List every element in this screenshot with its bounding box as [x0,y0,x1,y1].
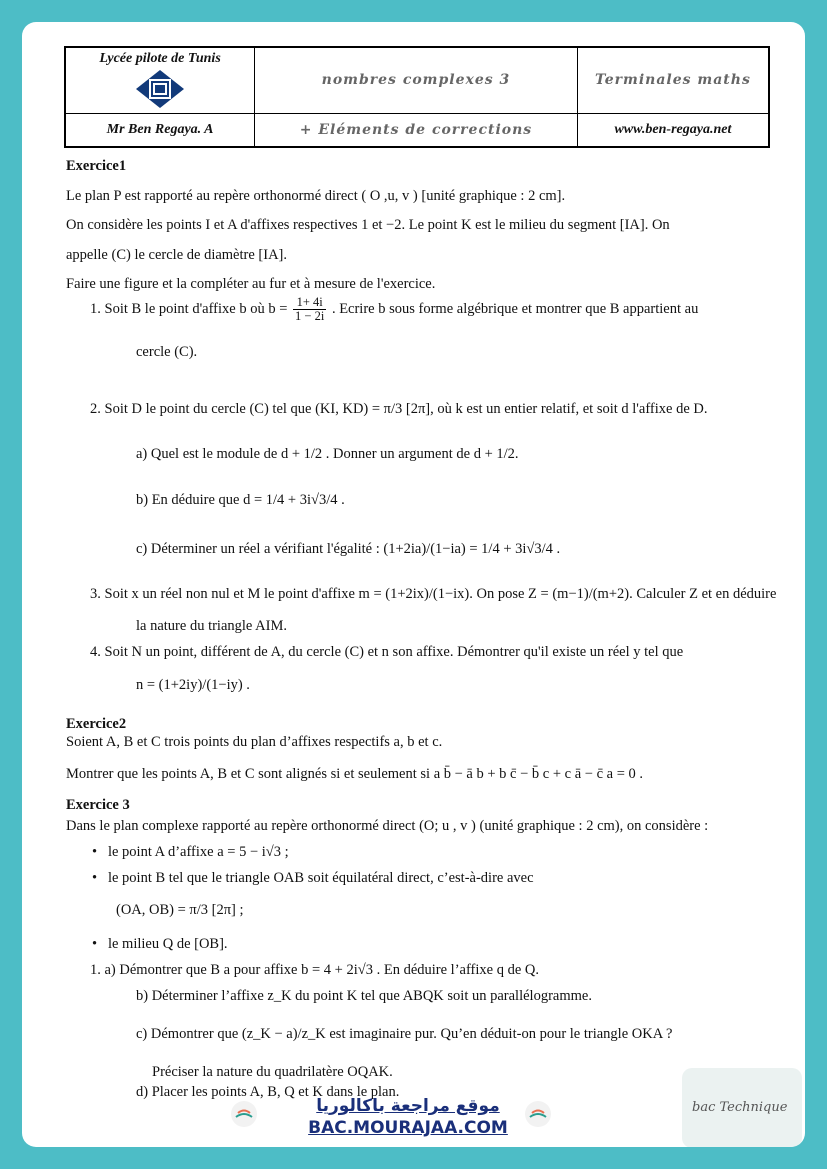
ex1-line2: On considère les points I et A d'affixes respectives 1 et −2. Le point K est le milieu du segment [IA]. On [66,217,670,233]
ex3-bullet1: • le point A d’affixe a = 5 − i√3 ; [92,844,289,860]
page [22,22,805,1147]
exercise2-title: Exercice2 [66,716,127,732]
exercise3-title: Exercice 3 [66,797,130,813]
ex1-q1 [90,296,698,323]
ex3-bullet2: • le point B tel que le triangle OAB soit équilatéral direct, c’est-à-dire avec [92,870,534,886]
level: Terminales maths [577,47,769,113]
ex1-q1-num: 1+ 4i [293,296,326,310]
bac-technique-stamp [682,1068,802,1147]
ex1-line3: appelle (C) le cercle de diamètre [IA]. [66,247,287,263]
ex3-q1d: d) Placer les points A, B, Q et K dans le plan. [136,1084,400,1100]
ex1-q1-end: . Ecrire b sous forme algébrique et montrer que B appartient au [331,300,699,317]
header-table [64,46,770,148]
ex1-q4-cont: n = (1+2iy)/(1−iy) . [136,677,250,693]
ex3-q1a: 1. a) Démontrer que B a pour affixe b = 4 + 2i√3 . En déduire l’affixe q de Q. [90,962,539,978]
ex2-line1: Soient A, B et C trois points du plan d’affixes respectifs a, b et c. [66,734,443,750]
doc-title: nombres complexes 3 [255,47,578,113]
ex3-bullet2-cont: (OA, OB) = π/3 [2π] ; [116,902,244,918]
ex1-q1-cont: cercle (C). [136,344,198,360]
ex3-bullet1-text: le point A d’affixe a = 5 − i√3 ; [107,844,289,860]
ex1-q1-den: 1 − 2i [295,309,325,324]
ex1-q2a: a) Quel est le module de d + 1/2 . Donner un argument de d + 1/2. [136,446,519,462]
ex1-q2: 2. Soit D le point du cercle (C) tel que (KI, KD) = π/3 [2π], où k est un entier relatif, et soit d l'affixe de D. [90,401,708,417]
ex1-line1: Le plan P est rapporté au repère orthonormé direct ( O ,u, v ) [unité graphique : 2 cm]. [66,188,566,204]
ex3-q1b: b) Déterminer l’affixe z_K du point K tel que ABQK soit un parallélogramme. [136,988,592,1004]
ex1-q3-cont: la nature du triangle AIM. [136,618,287,634]
book-logo-icon-left [230,1100,258,1128]
footer-arabic[interactable]: موقع مراجعة باكالوريا [316,1096,500,1116]
ex1-q3: 3. Soit x un réel non nul et M le point d'affixe m = (1+2ix)/(1−ix). On pose Z = (m−1)/(m+2). Calculer Z et en déduire [90,586,777,602]
footer-site[interactable]: BAC.MOURAJAA.COM [308,1118,508,1138]
ex3-bullet3-text: le milieu Q de [OB]. [107,936,228,952]
book-logo-icon-right [524,1100,552,1128]
school-name: Lycée pilote de Tunis [99,51,221,67]
ex1-q1-start: 1. Soit B le point d'affixe b où b = [90,300,288,317]
school-logo-icon [135,69,185,109]
exercise1-title: Exercice1 [66,158,127,174]
stamp-text: bac Technique [692,1100,788,1115]
teacher: Mr Ben Regaya. A [65,113,255,147]
ex1-q2b: b) En déduire que d = 1/4 + 3i√3/4 . [136,492,345,508]
ex1-q1-fraction [293,296,326,323]
ex1-line4: Faire une figure et la compléter au fur et à mesure de l'exercice. [66,276,436,292]
ex3-line1: Dans le plan complexe rapporté au repère orthonormé direct (O; u , v ) (unité graphique : 2 cm), on considère : [66,818,709,834]
ex3-bullet2-text: le point B tel que le triangle OAB soit équilatéral direct, c’est-à-dire avec [107,870,534,886]
ex2-line2: Montrer que les points A, B et C sont alignés si et seulement si a b̄ − ā b + b c̄ − b̄ c + c ā − c̄ a = 0 . [66,766,643,782]
ex3-q1c: c) Démontrer que (z_K − a)/z_K est imaginaire pur. Qu’en déduit-on pour le triangle OKA ? [136,1026,673,1042]
ex1-q4: 4. Soit N un point, différent de A, du cercle (C) et n son affixe. Démontrer qu'il existe un réel y tel que [90,644,684,660]
doc-subtitle: + Eléments de corrections [255,113,578,147]
ex3-q1c-cont: Préciser la nature du quadrilatère OQAK. [152,1064,393,1080]
school-cell [65,47,255,113]
ex3-bullet3: • le milieu Q de [OB]. [92,936,228,952]
ex1-q2c: c) Déterminer un réel a vérifiant l'égalité : (1+2ia)/(1−ia) = 1/4 + 3i√3/4 . [136,541,561,557]
website-link[interactable]: www.ben-regaya.net [577,113,769,147]
footer-watermark[interactable] [288,1096,528,1138]
